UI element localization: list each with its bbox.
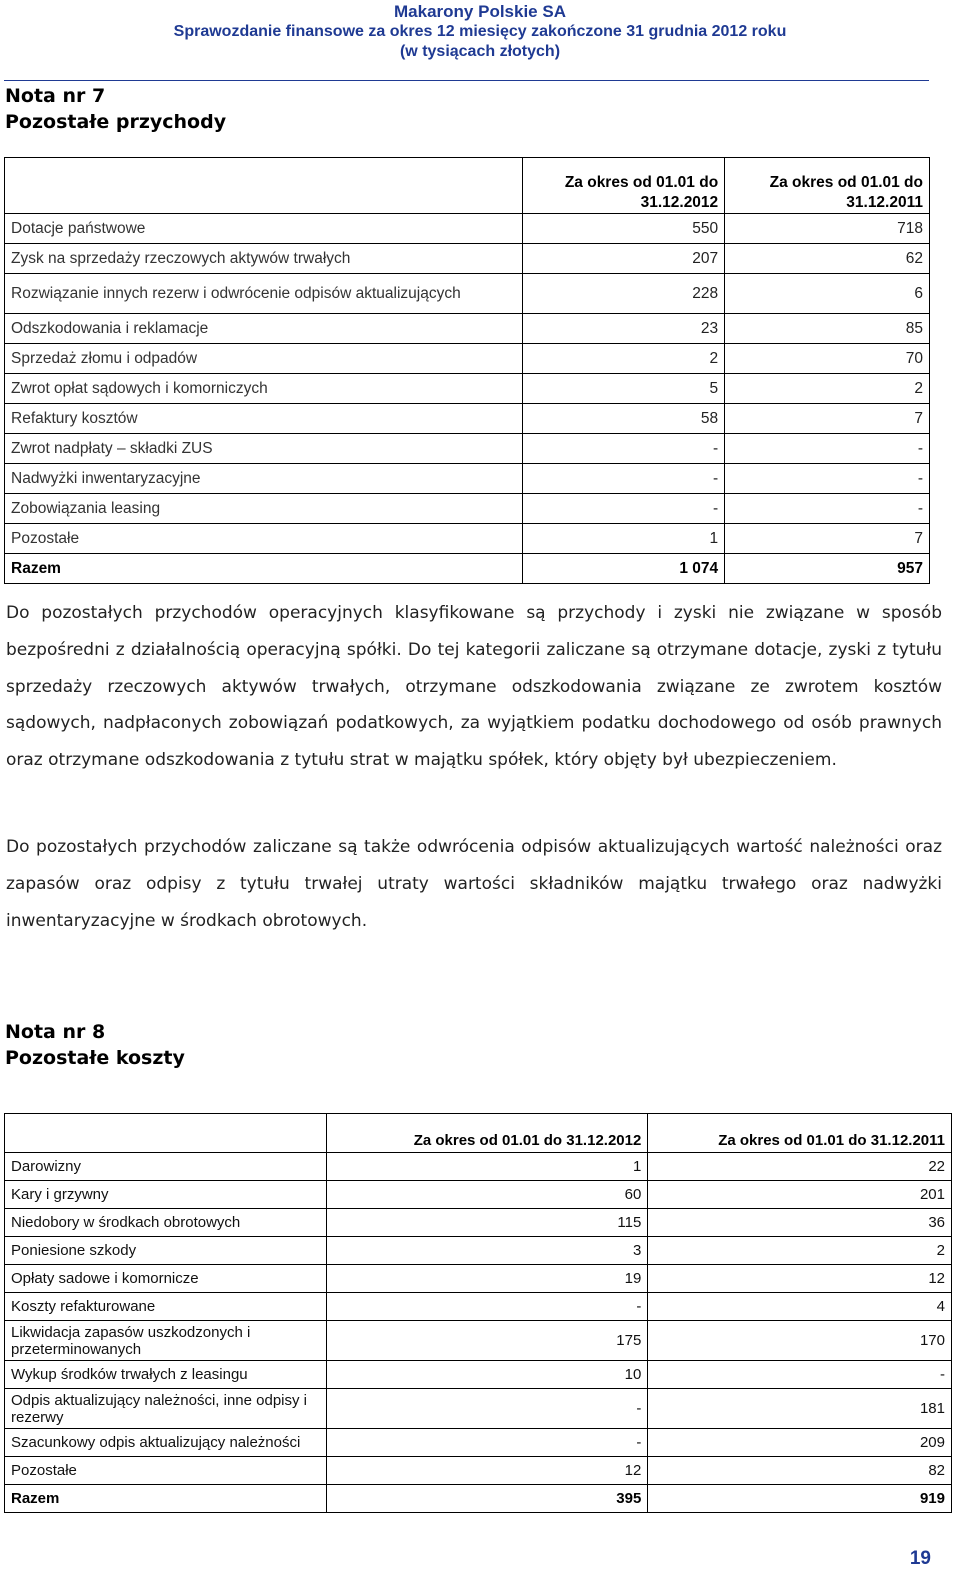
value-2012: 115	[326, 1209, 648, 1237]
table-row	[5, 344, 930, 374]
row-label: Darowizny	[5, 1153, 327, 1181]
value-2011: 22	[648, 1153, 952, 1181]
header-empty-cell	[5, 1114, 327, 1153]
row-label: Pozostałe	[5, 1457, 327, 1485]
report-title: Sprawozdanie finansowe za okres 12 miesięcy zakończone 31 grudnia 2012 roku	[173, 23, 787, 40]
row-label: Poniesione szkody	[5, 1237, 327, 1265]
table-row	[5, 1321, 952, 1361]
note8-number: Nota nr 8	[5, 1021, 106, 1043]
row-label: Refaktury kosztów	[5, 404, 523, 434]
value-2012: 23	[523, 314, 725, 344]
value-2011: -	[725, 464, 930, 494]
row-label: Zysk na sprzedaży rzeczowych aktywów trwałych	[5, 244, 523, 274]
row-label: Razem	[5, 1485, 327, 1513]
value-2011: 2	[725, 374, 930, 404]
value-2011: 70	[725, 344, 930, 374]
table-row	[5, 1389, 952, 1429]
value-2012: 207	[523, 244, 725, 274]
value-2012: -	[523, 494, 725, 524]
total-row	[5, 554, 930, 584]
value-2012: 175	[326, 1321, 648, 1361]
value-2012: 3	[326, 1237, 648, 1265]
note7-paragraph-1: Do pozostałych przychodów operacyjnych klasyfikowane są przychody i zyski nie związane w sposób bezpośredni z działalnością operacyjną spółki. Do tej kategorii zaliczane są otrzymane dotacje, zyski z tytułu sprzedaży rzeczowych aktywów trwałych, otrzymane odszkodowania związane ze zwrotem kosztów sądowych, nadpłaconych zobowiązań podatkowych, za wyjątkiem podatku dochodowego od osób prawnych oraz otrzymane odszkodowania z tytułu strat w majątku spółek, który objęty był ubezpieczeniem.	[6, 603, 942, 771]
column-header-2011: Za okres od 01.01 do 31.12.2011	[648, 1114, 952, 1153]
note7-title: Pozostałe przychody	[5, 111, 227, 133]
value-2012: -	[326, 1293, 648, 1321]
table-row	[5, 1265, 952, 1293]
value-2012: -	[326, 1389, 648, 1429]
row-label: Likwidacja zapasów uszkodzonych i przeterminowanych	[5, 1321, 327, 1361]
value-2012: 2	[523, 344, 725, 374]
value-2012: 19	[326, 1265, 648, 1293]
document-header	[0, 2, 960, 62]
table-header-row	[5, 158, 930, 214]
value-2012: 5	[523, 374, 725, 404]
table-row	[5, 1209, 952, 1237]
row-label: Odpis aktualizujący należności, inne odpisy i rezerwy	[5, 1389, 327, 1429]
note7-paragraph-2: Do pozostałych przychodów zaliczane są także odwrócenia odpisów aktualizujących wartość należności oraz zapasów oraz odpisy z tytułu trwałej utraty wartości składników majątku trwałego oraz nadwyżki inwentaryzacyjne w środkach obrotowych.	[6, 837, 942, 931]
table-row	[5, 1237, 952, 1265]
table-row	[5, 374, 930, 404]
column-header-2011: Za okres od 01.01 do 31.12.2011	[725, 158, 930, 214]
table-row	[5, 214, 930, 244]
row-label: Zwrot opłat sądowych i komorniczych	[5, 374, 523, 404]
note8-heading	[5, 1019, 185, 1071]
total-row	[5, 1485, 952, 1513]
value-2011: 718	[725, 214, 930, 244]
value-2011: 6	[725, 274, 930, 314]
value-2011: 62	[725, 244, 930, 274]
row-label: Zobowiązania leasing	[5, 494, 523, 524]
column-header-2012: Za okres od 01.01 do 31.12.2012	[326, 1114, 648, 1153]
table-row	[5, 434, 930, 464]
row-label: Kary i grzywny	[5, 1181, 327, 1209]
value-2012: 550	[523, 214, 725, 244]
row-label: Dotacje państwowe	[5, 214, 523, 244]
value-2012: 12	[326, 1457, 648, 1485]
note8-table	[4, 1113, 952, 1513]
table-row	[5, 404, 930, 434]
value-2011: -	[725, 434, 930, 464]
note7-number: Nota nr 7	[5, 85, 106, 107]
table-row	[5, 494, 930, 524]
value-2011: 201	[648, 1181, 952, 1209]
value-2011: 209	[648, 1429, 952, 1457]
table-row	[5, 1293, 952, 1321]
value-2012: 228	[523, 274, 725, 314]
row-label: Pozostałe	[5, 524, 523, 554]
value-2011: 957	[725, 554, 930, 584]
row-label: Zwrot nadpłaty – składki ZUS	[5, 434, 523, 464]
value-2012: 1 074	[523, 554, 725, 584]
value-2011: 2	[648, 1237, 952, 1265]
row-label: Sprzedaż złomu i odpadów	[5, 344, 523, 374]
row-label: Opłaty sadowe i komornicze	[5, 1265, 327, 1293]
page-number: 19	[909, 1548, 931, 1569]
value-2011: 181	[648, 1389, 952, 1429]
table-row	[5, 524, 930, 554]
table-row	[5, 1181, 952, 1209]
value-2011: 12	[648, 1265, 952, 1293]
value-2012: -	[326, 1429, 648, 1457]
value-2011: -	[725, 494, 930, 524]
value-2011: 82	[648, 1457, 952, 1485]
header-empty-cell	[5, 158, 523, 214]
note7-heading	[5, 83, 226, 135]
note8-title: Pozostałe koszty	[5, 1047, 185, 1069]
table-row	[5, 274, 930, 314]
value-2011: -	[648, 1361, 952, 1389]
row-label: Wykup środków trwałych z leasingu	[5, 1361, 327, 1389]
value-2012: 10	[326, 1361, 648, 1389]
column-header-2012: Za okres od 01.01 do 31.12.2012	[523, 158, 725, 214]
row-label: Rozwiązanie innych rezerw i odwrócenie odpisów aktualizujących	[5, 274, 523, 314]
company-name: Makarony Polskie SA	[394, 2, 566, 21]
value-2012: -	[523, 434, 725, 464]
table-row	[5, 244, 930, 274]
table-row	[5, 314, 930, 344]
value-2011: 919	[648, 1485, 952, 1513]
value-2012: 58	[523, 404, 725, 434]
row-label: Nadwyżki inwentaryzacyjne	[5, 464, 523, 494]
row-label: Szacunkowy odpis aktualizujący należności	[5, 1429, 327, 1457]
row-label: Niedobory w środkach obrotowych	[5, 1209, 327, 1237]
row-label: Koszty refakturowane	[5, 1293, 327, 1321]
value-2012: -	[523, 464, 725, 494]
row-label: Razem	[5, 554, 523, 584]
value-2011: 85	[725, 314, 930, 344]
table-row	[5, 1429, 952, 1457]
table-header-row	[5, 1114, 952, 1153]
value-2011: 7	[725, 524, 930, 554]
value-2011: 4	[648, 1293, 952, 1321]
value-2012: 395	[326, 1485, 648, 1513]
value-2011: 36	[648, 1209, 952, 1237]
table-row	[5, 1457, 952, 1485]
value-2012: 60	[326, 1181, 648, 1209]
note7-table	[4, 157, 930, 584]
table-row	[5, 464, 930, 494]
value-2012: 1	[326, 1153, 648, 1181]
header-divider	[4, 80, 929, 81]
table-row	[5, 1153, 952, 1181]
value-2011: 7	[725, 404, 930, 434]
value-2012: 1	[523, 524, 725, 554]
row-label: Odszkodowania i reklamacje	[5, 314, 523, 344]
value-2011: 170	[648, 1321, 952, 1361]
table-row	[5, 1361, 952, 1389]
report-unit: (w tysiącach złotych)	[399, 43, 561, 60]
